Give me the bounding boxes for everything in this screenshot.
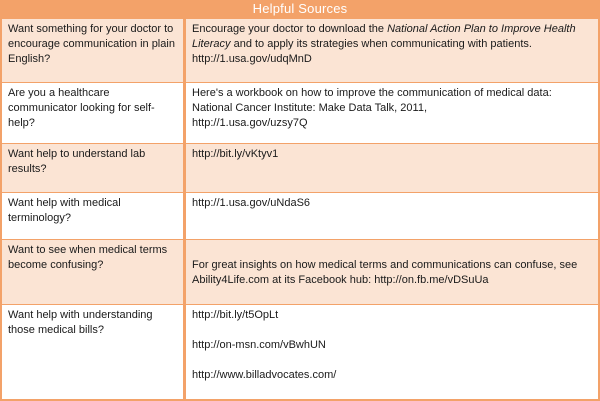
question-text: Want help with understanding those medical bills? (8, 309, 153, 336)
question-cell (2, 193, 183, 239)
question-text: Want to see when medical terms become confusing? (8, 244, 168, 271)
table-row (0, 305, 600, 399)
answer-link[interactable]: http://www.billadvocates.com/ (192, 369, 337, 381)
answer-link[interactable]: http://on-msn.com/vBwhUN (192, 339, 326, 351)
answer-link[interactable]: http://1.usa.gov/udqMnD (192, 53, 312, 65)
answer-text: Encourage your doctor to download the National Action Plan to Improve Health Literacy and to apply its strategies when communicating with patients. (192, 23, 576, 50)
question-cell (2, 240, 183, 304)
answer-text: For great insights on how medical terms and communications can confuse, see Ability4Life.com at its Facebook hub: http://on.fb.me/vDSuUa (192, 259, 578, 286)
table-title: Helpful Sources (252, 1, 348, 16)
answer-cell (186, 305, 598, 399)
table-row (0, 193, 600, 239)
question-cell (2, 19, 183, 82)
answer-link[interactable]: http://1.usa.gov/uzsy7Q (192, 117, 308, 129)
answer-link[interactable]: http://bit.ly/t5OpLt (192, 309, 279, 321)
table-row (0, 19, 600, 82)
answer-cell (186, 144, 598, 192)
answer-text: Here's a workbook on how to improve the communication of medical data: National Cancer Institute: Make Data Talk, 2011, (192, 87, 552, 114)
question-text: Are you a healthcare communicator looking for self-help? (8, 87, 155, 129)
answer-cell (186, 19, 598, 82)
document-title: National Action Plan to Improve Health Literacy (192, 23, 576, 50)
question-cell (2, 144, 183, 192)
answer-cell (186, 240, 598, 304)
question-cell (2, 83, 183, 143)
answer-cell (186, 83, 598, 143)
answer-cell (186, 193, 598, 239)
table-row (0, 83, 600, 143)
question-cell (2, 305, 183, 399)
table-row (0, 144, 600, 192)
question-text: Want help with medical terminology? (8, 197, 121, 224)
table-row (0, 240, 600, 304)
question-text: Want help to understand lab results? (8, 148, 146, 175)
question-text: Want something for your doctor to encourage communication in plain English? (8, 23, 175, 65)
answer-link[interactable]: http://bit.ly/vKtyv1 (192, 148, 279, 160)
answer-link[interactable]: http://1.usa.gov/uNdaS6 (192, 197, 311, 209)
